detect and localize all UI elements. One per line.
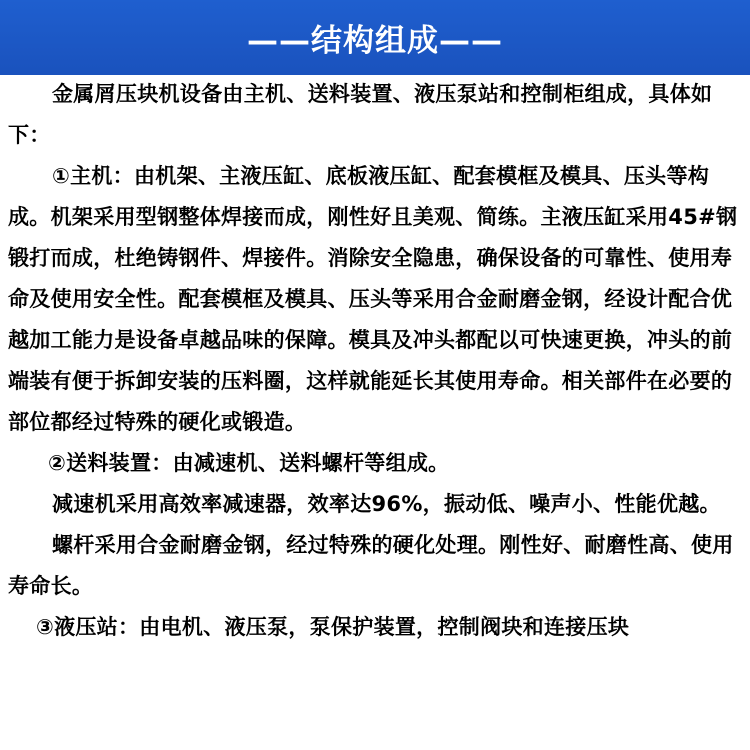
paragraph-feeding-device: ②送料装置：由减速机、送料螺杆等组成。: [48, 451, 450, 475]
paragraph-screw: 螺杆采用合金耐磨金钢，经过特殊的硬化处理。刚性好、耐磨性高、使用寿命长。: [8, 533, 734, 598]
section-title: ——结构组成——: [247, 23, 503, 59]
paragraph-reducer: 减速机采用高效率减速器，效率达96%，振动低、噪声小、性能优越。: [52, 492, 721, 516]
document-body: [8, 74, 744, 648]
paragraph-hydraulic-station: ③液压站：由电机、液压泵，泵保护装置，控制阀块和连接压块: [36, 615, 630, 639]
section-header-banner: [0, 0, 750, 75]
paragraph-main-machine: ①主机：由机架、主液压缸、底板液压缸、配套模框及模具、压头等构成。机架采用型钢整体焊接而成，刚性好且美观、简练。主液压缸采用45#钢锻打而成，杜绝铸钢件、焊接件。消除安全隐患，确保设备的可靠性、使用寿命及使用安全性。配套模框及模具、压头等采用合金耐磨金钢，经设计配合优越加工能力是设备卓越品味的保障。模具及冲头都配以可快速更换，冲头的前端装有便于拆卸安装的压料圈，这样就能延长其使用寿命。相关部件在必要的部位都经过特殊的硬化或锻造。: [8, 164, 738, 434]
paragraph-intro: 金属屑压块机设备由主机、送料装置、液压泵站和控制柜组成，具体如下：: [8, 82, 713, 147]
